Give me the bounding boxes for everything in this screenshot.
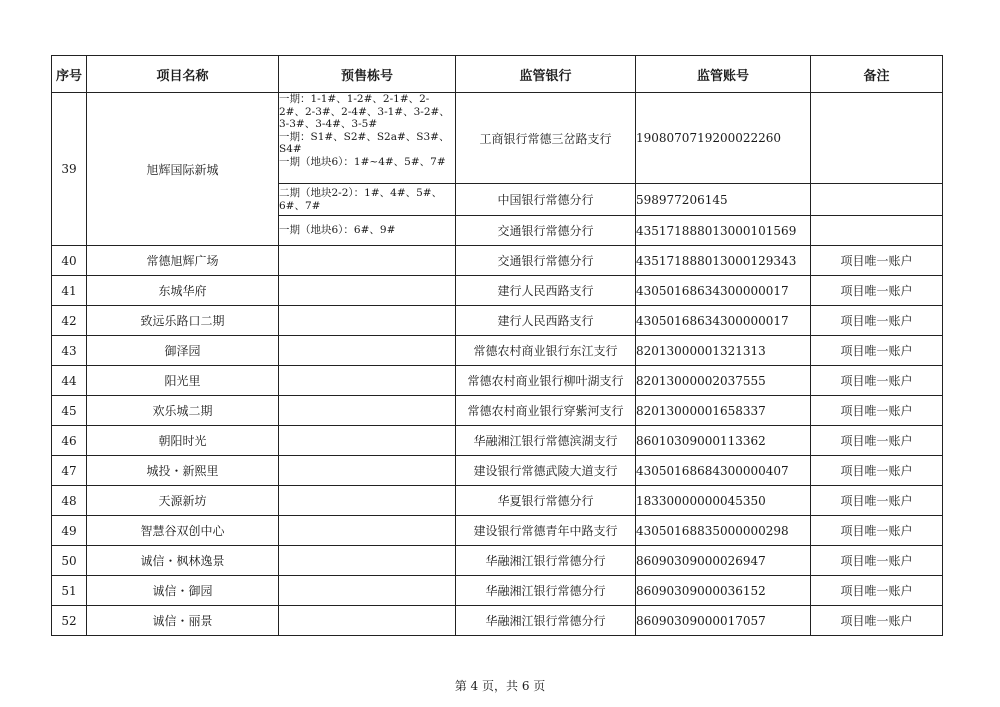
project-name: 致远乐路口二期 xyxy=(87,306,279,336)
account-number: 1908070719200022260 xyxy=(636,93,811,184)
header-remarks: 备注 xyxy=(811,56,943,93)
project-name: 旭辉国际新城 xyxy=(87,93,279,246)
project-name: 智慧谷双创中心 xyxy=(87,516,279,546)
presale-buildings xyxy=(279,306,456,336)
presale-buildings xyxy=(279,426,456,456)
supervising-bank: 工商银行常德三岔路支行 xyxy=(456,93,636,184)
presale-buildings xyxy=(279,276,456,306)
account-number: 435171888013000129343 xyxy=(636,246,811,276)
presale-buildings xyxy=(279,336,456,366)
presale-buildings xyxy=(279,246,456,276)
presale-buildings xyxy=(279,546,456,576)
row-no: 52 xyxy=(52,606,87,636)
account-number: 435171888013000101569 xyxy=(636,216,811,246)
presale-buildings xyxy=(279,456,456,486)
supervising-bank: 常德农村商业银行穿紫河支行 xyxy=(456,396,636,426)
table-row xyxy=(52,516,943,546)
project-name: 欢乐城二期 xyxy=(87,396,279,426)
table-row xyxy=(52,426,943,456)
project-name: 诚信・枫林逸景 xyxy=(87,546,279,576)
page-footer: 第 4 页，共 6 页 xyxy=(454,679,546,693)
header-row xyxy=(52,56,943,93)
account-number: 86090309000017057 xyxy=(636,606,811,636)
supervising-bank: 华融湘江银行常德分行 xyxy=(456,546,636,576)
remarks: 项目唯一账户 xyxy=(811,246,943,276)
header-presale-buildings: 预售栋号 xyxy=(279,56,456,93)
table-row xyxy=(52,276,943,306)
supervision-account-table xyxy=(51,55,943,636)
account-number: 43050168684300000407 xyxy=(636,456,811,486)
header-project-name: 项目名称 xyxy=(87,56,279,93)
row-no: 39 xyxy=(52,93,87,246)
presale-buildings xyxy=(279,486,456,516)
row-no: 51 xyxy=(52,576,87,606)
account-number: 86010309000113362 xyxy=(636,426,811,456)
table-row xyxy=(52,396,943,426)
presale-buildings: 二期（地块2-2）：1#、4#、5#、6#、7# xyxy=(279,184,456,216)
supervising-bank: 建行人民西路支行 xyxy=(456,276,636,306)
account-number: 18330000000045350 xyxy=(636,486,811,516)
presale-buildings: 一期：1-1#、1-2#、2-1#、2-2#、2-3#、2-4#、3-1#、3-2#、3-3#、3-4#、3-5# 一期：S1#、S2#、S2a#、S3#、S4# 一期（地块6）：1#~4#、5#、7# xyxy=(279,93,456,184)
header-supervising-bank: 监管银行 xyxy=(456,56,636,93)
project-name: 诚信・御园 xyxy=(87,576,279,606)
remarks: 项目唯一账户 xyxy=(811,576,943,606)
supervising-bank: 华融湘江银行常德滨湖支行 xyxy=(456,426,636,456)
table-row xyxy=(52,306,943,336)
supervising-bank: 建设银行常德青年中路支行 xyxy=(456,516,636,546)
row-no: 41 xyxy=(52,276,87,306)
row-no: 49 xyxy=(52,516,87,546)
row-no: 40 xyxy=(52,246,87,276)
presale-buildings xyxy=(279,516,456,546)
row-no: 44 xyxy=(52,366,87,396)
presale-buildings xyxy=(279,606,456,636)
presale-buildings xyxy=(279,576,456,606)
remarks: 项目唯一账户 xyxy=(811,276,943,306)
supervising-bank: 常德农村商业银行柳叶湖支行 xyxy=(456,366,636,396)
account-number: 43050168835000000298 xyxy=(636,516,811,546)
supervising-bank: 交通银行常德分行 xyxy=(456,216,636,246)
project-name: 城投・新熙里 xyxy=(87,456,279,486)
presale-buildings: 一期（地块6）：6#、9# xyxy=(279,216,456,246)
project-name: 天源新坊 xyxy=(87,486,279,516)
supervising-bank: 建设银行常德武陵大道支行 xyxy=(456,456,636,486)
supervising-bank: 中国银行常德分行 xyxy=(456,184,636,216)
table-row xyxy=(52,546,943,576)
remarks: 项目唯一账户 xyxy=(811,516,943,546)
row-no: 45 xyxy=(52,396,87,426)
remarks xyxy=(811,184,943,216)
project-name: 常德旭辉广场 xyxy=(87,246,279,276)
remarks: 项目唯一账户 xyxy=(811,366,943,396)
account-number: 598977206145 xyxy=(636,184,811,216)
row-no: 46 xyxy=(52,426,87,456)
table-row xyxy=(52,576,943,606)
row-no: 43 xyxy=(52,336,87,366)
table-row xyxy=(52,486,943,516)
project-name: 东城华府 xyxy=(87,276,279,306)
account-number: 82013000002037555 xyxy=(636,366,811,396)
table-row xyxy=(52,336,943,366)
project-name: 御泽园 xyxy=(87,336,279,366)
account-number: 43050168634300000017 xyxy=(636,306,811,336)
supervising-bank: 建行人民西路支行 xyxy=(456,306,636,336)
remarks: 项目唯一账户 xyxy=(811,546,943,576)
account-number: 82013000001321313 xyxy=(636,336,811,366)
account-number: 86090309000026947 xyxy=(636,546,811,576)
table-row xyxy=(52,366,943,396)
presale-buildings xyxy=(279,366,456,396)
project-name: 诚信・丽景 xyxy=(87,606,279,636)
header-account-number: 监管账号 xyxy=(636,56,811,93)
presale-buildings xyxy=(279,396,456,426)
supervising-bank: 交通银行常德分行 xyxy=(456,246,636,276)
table-row xyxy=(52,246,943,276)
table-row xyxy=(52,606,943,636)
row-no: 42 xyxy=(52,306,87,336)
remarks xyxy=(811,93,943,184)
project-name: 阳光里 xyxy=(87,366,279,396)
account-number: 86090309000036152 xyxy=(636,576,811,606)
header-no: 序号 xyxy=(52,56,87,93)
row-no: 48 xyxy=(52,486,87,516)
project-name: 朝阳时光 xyxy=(87,426,279,456)
remarks: 项目唯一账户 xyxy=(811,426,943,456)
supervising-bank: 常德农村商业银行东江支行 xyxy=(456,336,636,366)
account-number: 43050168634300000017 xyxy=(636,276,811,306)
account-number: 82013000001658337 xyxy=(636,396,811,426)
table-row xyxy=(52,456,943,486)
supervising-bank: 华融湘江银行常德分行 xyxy=(456,576,636,606)
row-no: 50 xyxy=(52,546,87,576)
supervising-bank: 华融湘江银行常德分行 xyxy=(456,606,636,636)
remarks: 项目唯一账户 xyxy=(811,306,943,336)
remarks: 项目唯一账户 xyxy=(811,606,943,636)
remarks: 项目唯一账户 xyxy=(811,456,943,486)
remarks: 项目唯一账户 xyxy=(811,336,943,366)
row-no: 47 xyxy=(52,456,87,486)
remarks xyxy=(811,216,943,246)
remarks: 项目唯一账户 xyxy=(811,486,943,516)
remarks: 项目唯一账户 xyxy=(811,396,943,426)
supervising-bank: 华夏银行常德分行 xyxy=(456,486,636,516)
table-row xyxy=(52,93,943,184)
